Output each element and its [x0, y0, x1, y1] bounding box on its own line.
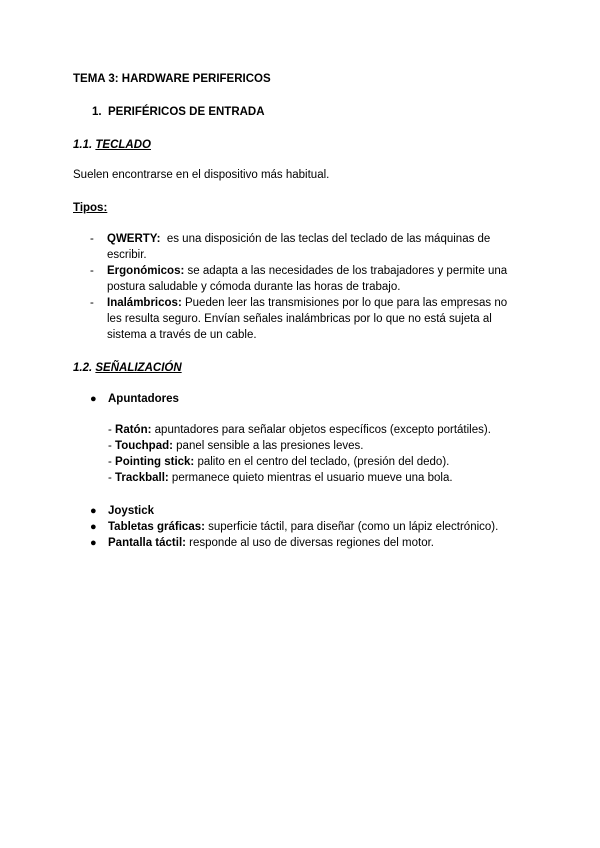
item-text: permanece quieto mientras el usuario mueve una bola.: [168, 472, 453, 484]
item-text: panel sensible a las presiones leves.: [172, 440, 364, 452]
document-title: TEMA 3: HARDWARE PERIFERICOS: [73, 73, 271, 85]
subsection-number: 1.2.: [73, 362, 93, 374]
dash-marker: -: [108, 472, 116, 484]
item-term: Inalámbricos:: [107, 297, 182, 309]
bullet-marker: ●: [90, 393, 97, 405]
item-term: Touchpad:: [115, 440, 173, 452]
item-term: Ergonómicos:: [107, 265, 185, 277]
item-term: QWERTY:: [107, 233, 161, 245]
dash-marker: -: [108, 456, 116, 468]
bullet-marker: ●: [90, 537, 97, 549]
item-term: Ratón:: [115, 424, 152, 436]
subsection-number: 1.1.: [73, 139, 93, 151]
dash-marker: -: [90, 233, 94, 245]
list-item: [90, 263, 520, 295]
bullet-marker: ●: [90, 521, 97, 533]
item-text: palito en el centro del teclado, (presión del dedo).: [194, 456, 450, 468]
subsection-heading-senalizacion: [73, 360, 182, 376]
item-term: Joystick: [108, 505, 155, 517]
list-item: [90, 503, 498, 519]
list-item: [108, 470, 491, 486]
item-term: Tabletas gráficas:: [108, 521, 205, 533]
dash-marker: -: [108, 440, 116, 452]
item-text: responde al uso de diversas regiones del motor.: [185, 537, 435, 549]
list-item: [108, 422, 491, 438]
tipos-label: Tipos:: [73, 202, 108, 214]
subsection-title: TECLADO: [95, 139, 151, 151]
list-item: [108, 454, 491, 470]
item-term: Pointing stick:: [115, 456, 195, 468]
list-item: [90, 535, 498, 551]
apuntadores-list: [108, 422, 491, 486]
list-item: [90, 519, 498, 535]
item-text: es una disposición de las teclas del teclado de las máquinas de escribir.: [107, 233, 494, 261]
section-number: 1.: [92, 106, 102, 118]
teclado-intro: Suelen encontrarse en el dispositivo más habitual.: [73, 169, 330, 181]
bullet-marker: ●: [90, 505, 97, 517]
item-text: Pueden leer las transmisiones por lo que para las empresas no les resulta seguro. Envían señales inalámbricas por lo que no está sujeta al sistema a través de un cable.: [107, 297, 508, 341]
tipos-list: [90, 231, 520, 343]
item-text: se adapta a las necesidades de los trabajadores y permite una postura saludable y cómoda durante las horas de trabajo.: [107, 265, 508, 293]
list-item: [90, 231, 520, 263]
item-term: Trackball:: [115, 472, 169, 484]
list-item: [108, 438, 491, 454]
dash-marker: -: [90, 297, 94, 309]
item-text: apuntadores para señalar objetos específicos (excepto portátiles).: [151, 424, 491, 436]
apuntadores-label: Apuntadores: [108, 393, 179, 405]
dash-marker: -: [108, 424, 116, 436]
peripherals-bullet-list: [90, 503, 498, 551]
list-item: [90, 295, 520, 343]
item-term: Pantalla táctil:: [108, 537, 186, 549]
subsection-heading-teclado: [73, 137, 151, 153]
item-text: superficie táctil, para diseñar (como un lápiz electrónico).: [204, 521, 499, 533]
subsection-title: SEÑALIZACIÓN: [95, 362, 182, 374]
section-title: PERIFÉRICOS DE ENTRADA: [108, 106, 265, 118]
dash-marker: -: [90, 265, 94, 277]
